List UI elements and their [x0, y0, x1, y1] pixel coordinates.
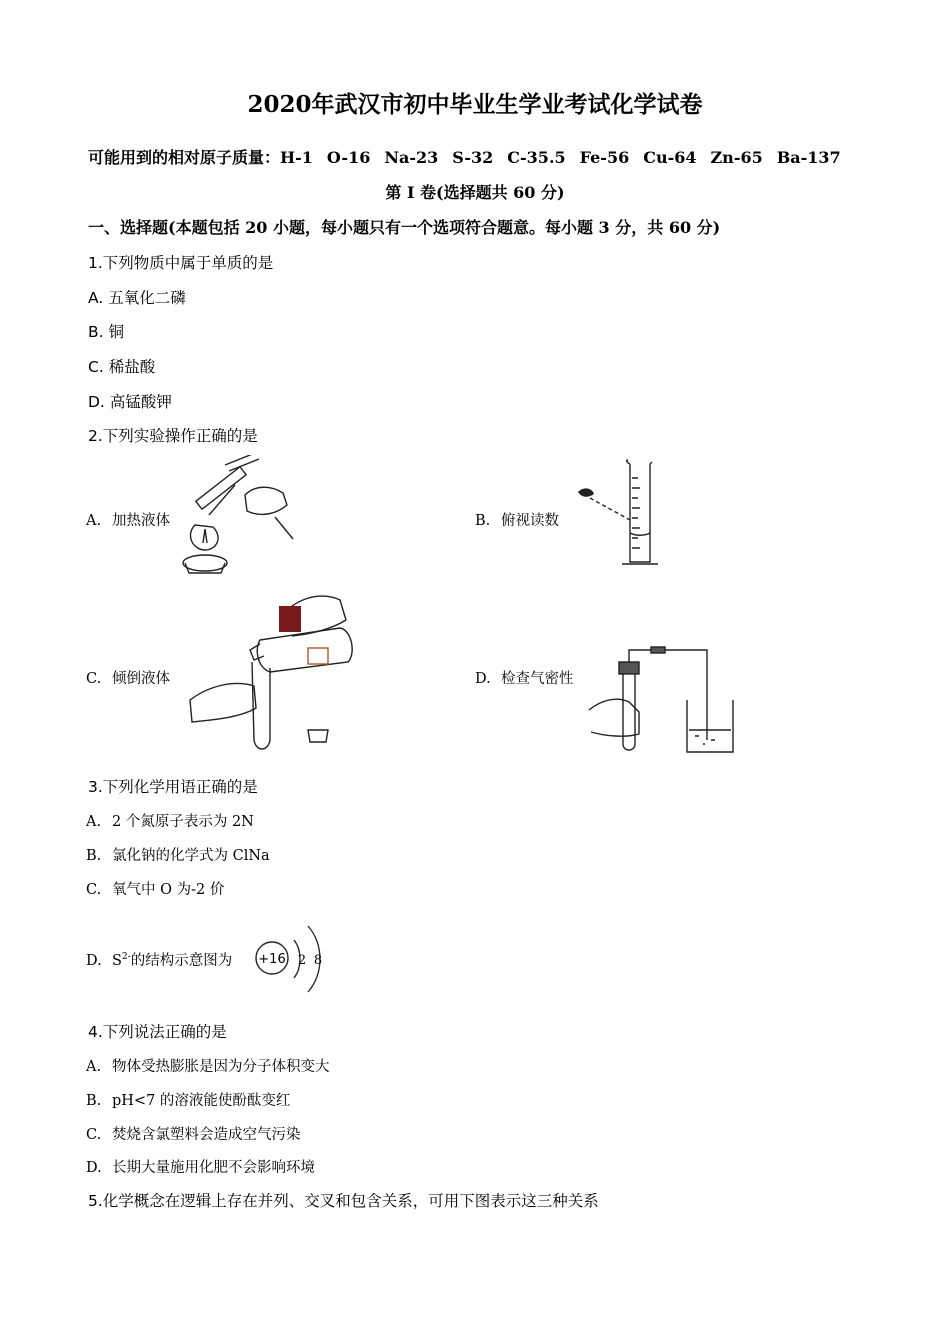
atomic-mass-item: O-16 — [326, 148, 371, 167]
q4-option-a: A. 物体受热膨胀是因为分子体积变大 — [86, 1059, 330, 1075]
q3-option-b: B. 氯化钠的化学式为 ClNa — [86, 848, 270, 864]
q3-option-d: D. $S^{2-}$的结构示意图为 — [86, 952, 233, 969]
q4-option-d: D. 长期大量施用化肥不会影响环境 — [86, 1160, 315, 1176]
shell-1-electrons: 2 — [297, 953, 307, 968]
atomic-mass-item: Cu-64 — [643, 148, 697, 167]
q1-option-c: C. 稀盐酸 — [88, 358, 156, 376]
atomic-mass-item: H-1 — [280, 148, 313, 167]
atomic-mass-line — [88, 145, 841, 168]
sulfide-ion-structure-diagram — [252, 918, 332, 1000]
nucleus-charge: +16 — [258, 952, 286, 967]
atomic-mass-item: Zn-65 — [710, 148, 763, 167]
q1-option-a: A. 五氧化二磷 — [88, 289, 186, 307]
q4-option-b: B. pH<7 的溶液能使酚酞变红 — [86, 1093, 291, 1109]
atomic-mass-item: S-32 — [452, 148, 494, 167]
question-1-stem: 1.下列物质中属于单质的是 — [88, 254, 274, 272]
q3-option-c: C. 氧气中 O 为-2 价 — [86, 882, 225, 898]
q4-option-c: C. 焚烧含氯塑料会造成空气污染 — [86, 1127, 301, 1143]
question-2-stem: 2.下列实验操作正确的是 — [88, 427, 258, 445]
question-3-stem: 3.下列化学用语正确的是 — [88, 778, 258, 796]
q1-option-d: D. 高锰酸钾 — [88, 393, 172, 411]
shell-2-electrons: 8 — [313, 953, 323, 968]
atomic-mass-label: 可能用到的相对原子质量： — [88, 148, 281, 167]
volume-heading: 第 I 卷(选择题共 60 分) — [385, 183, 565, 202]
q3-option-a: A. 2 个氮原子表示为 2N — [86, 814, 254, 830]
exam-title: 2020年武汉市初中毕业生学业考试化学试卷 — [247, 91, 703, 118]
question-4-stem: 4.下列说法正确的是 — [88, 1023, 227, 1041]
atomic-mass-item: C-35.5 — [507, 148, 566, 167]
heating-liquid-figure — [175, 455, 305, 580]
q2-option-c: C. 倾倒液体 — [86, 671, 170, 687]
pouring-liquid-figure — [180, 590, 360, 760]
airtightness-check-figure — [585, 640, 755, 760]
q2-option-b: B. 俯视读数 — [475, 513, 559, 529]
q2-option-a: A. 加热液体 — [86, 513, 170, 529]
question-5-stem: 5.化学概念在逻辑上存在并列、交叉和包含关系，可用下图表示这三种关系 — [88, 1192, 599, 1210]
atomic-mass-item: Na-23 — [384, 148, 439, 167]
section-heading: 一、选择题(本题包括 20 小题，每小题只有一个选项符合题意。每小题 3 分，共 60 分) — [88, 218, 721, 237]
graduated-cylinder-figure — [570, 458, 670, 570]
q1-option-b: B. 铜 — [88, 323, 125, 341]
q2-option-d: D. 检查气密性 — [475, 671, 574, 687]
atomic-mass-item: Ba-137 — [776, 148, 841, 167]
atomic-mass-item: Fe-56 — [579, 148, 630, 167]
